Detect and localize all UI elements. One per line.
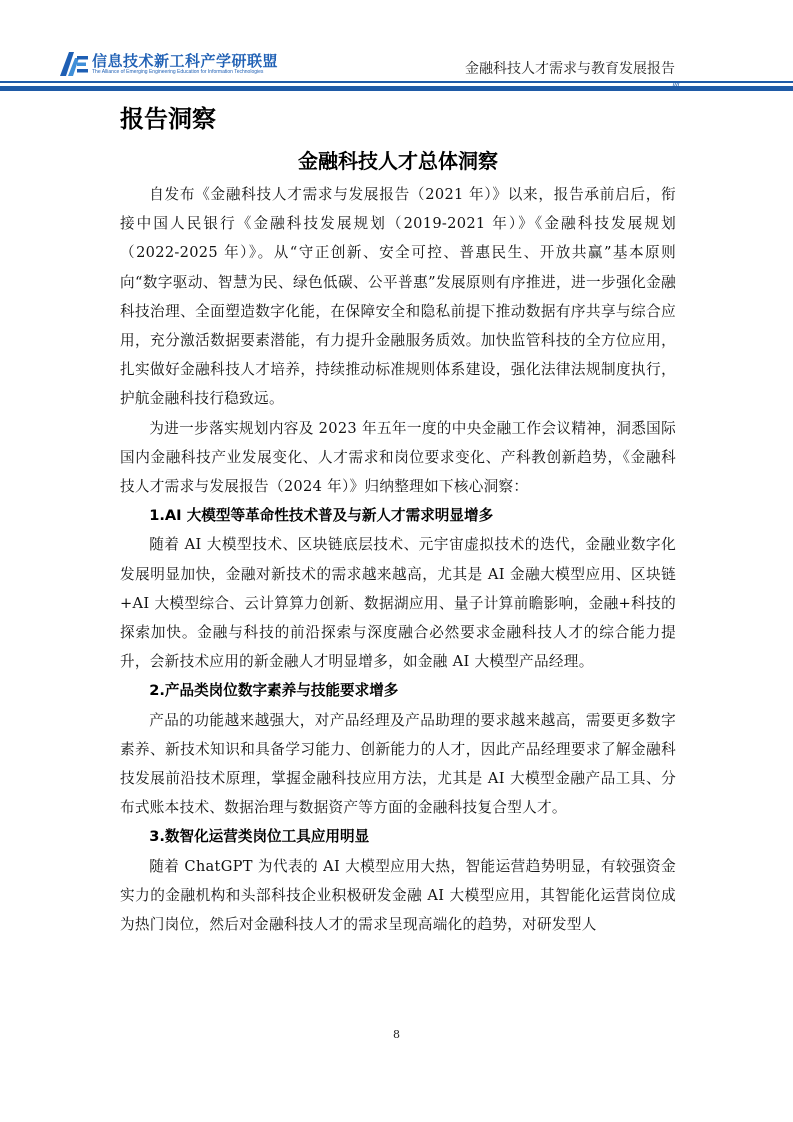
document-title: 金融科技人才总体洞察 (298, 149, 498, 173)
logo-english-name: The Alliance of Emerging Engineering Education for Information Technologies (92, 69, 264, 75)
header-rule-decoration: //// (672, 80, 679, 89)
paragraph-insight-1: 随着 AI 大模型技术、区块链底层技术、元宇宙虚拟技术的迭代，金融业数字化发展明显加快，金融对新技术的需求越来越高，尤其是 AI 金融大模型应用、区块链+AI 大模型综合、云计算算力创新、数据湖应用、量子计算前瞻影响，金融+科技的探索加快。金融与科技的前沿探索与深度融合必然要求金融科技人才的综合能力提升，会新技术应用的新金融人才明显增多，如金融 AI 大模型产品经理。 (120, 536, 676, 671)
page-number: 8 (393, 1028, 400, 1041)
section-title: 报告洞察 (120, 105, 216, 133)
paragraph-intro: 自发布《金融科技人才需求与发展报告（2021 年）》以来，报告承前启后，衔接中国人民银行《金融科技发展规划（2019-2021 年）》《金融科技发展规划（2022-2025 年）》。从“守正创新、安全可控、普惠民生、开放共赢”基本原则向“数字驱动、智慧为民、绿色低碳、公平普惠”发展原则有序推进，进一步强化金融科技治理、全面塑造数字化能，在保障安全和隐私前提下推动数据有序共享与综合应用，充分激活数据要素潜能，有力提升金融服务质效。加快监管科技的全方位应用，扎实做好金融科技人才培养，持续推动标准规则体系建设，强化法律法规制度执行，护航金融科技行稳致远。 (120, 186, 676, 408)
alliance-logo (60, 50, 279, 80)
document-body (120, 180, 676, 939)
alliance-logo-icon (60, 52, 88, 76)
insight-heading-2: 2.产品类岗位数字素养与技能要求增多 (149, 682, 399, 700)
insight-heading-3: 3.数智化运营类岗位工具应用明显 (149, 828, 370, 846)
paragraph-insight-3: 随着 ChatGPT 为代表的 AI 大模型应用大热，智能运营趋势明显，有较强资金实力的金融机构和头部科技企业积极研发金融 AI 大模型应用，其智能化运营岗位成为热门岗位，然后对金融科技人才的需求呈现高端化的趋势，对研发型人 (120, 857, 676, 934)
paragraph-context: 为进一步落实规划内容及 2023 年五年一度的中央金融工作会议精神，洞悉国际国内金融科技产业发展变化、人才需求和岗位要求变化、产科教创新趋势，《金融科技人才需求与发展报告（2024 年）》归纳整理如下核心洞察： (120, 419, 676, 496)
report-name: 金融科技人才需求与教育发展报告 (465, 61, 675, 77)
insight-heading-1: 1.AI 大模型等革命性技术普及与新人才需求明显增多 (149, 507, 494, 525)
logo-chinese-name: 信息技术新工科产学研联盟 (92, 52, 279, 70)
page-header (0, 0, 793, 100)
paragraph-insight-2: 产品的功能越来越强大，对产品经理及产品助理的要求越来越高，需要更多数字素养、新技术知识和具备学习能力、创新能力的人才，因此产品经理要求了解金融科技发展前沿技术原理，掌握金融科技应用方法，尤其是 AI 大模型金融产品工具、分布式账本技术、数据治理与数据资产等方面的金融科技复合型人才。 (120, 711, 676, 817)
